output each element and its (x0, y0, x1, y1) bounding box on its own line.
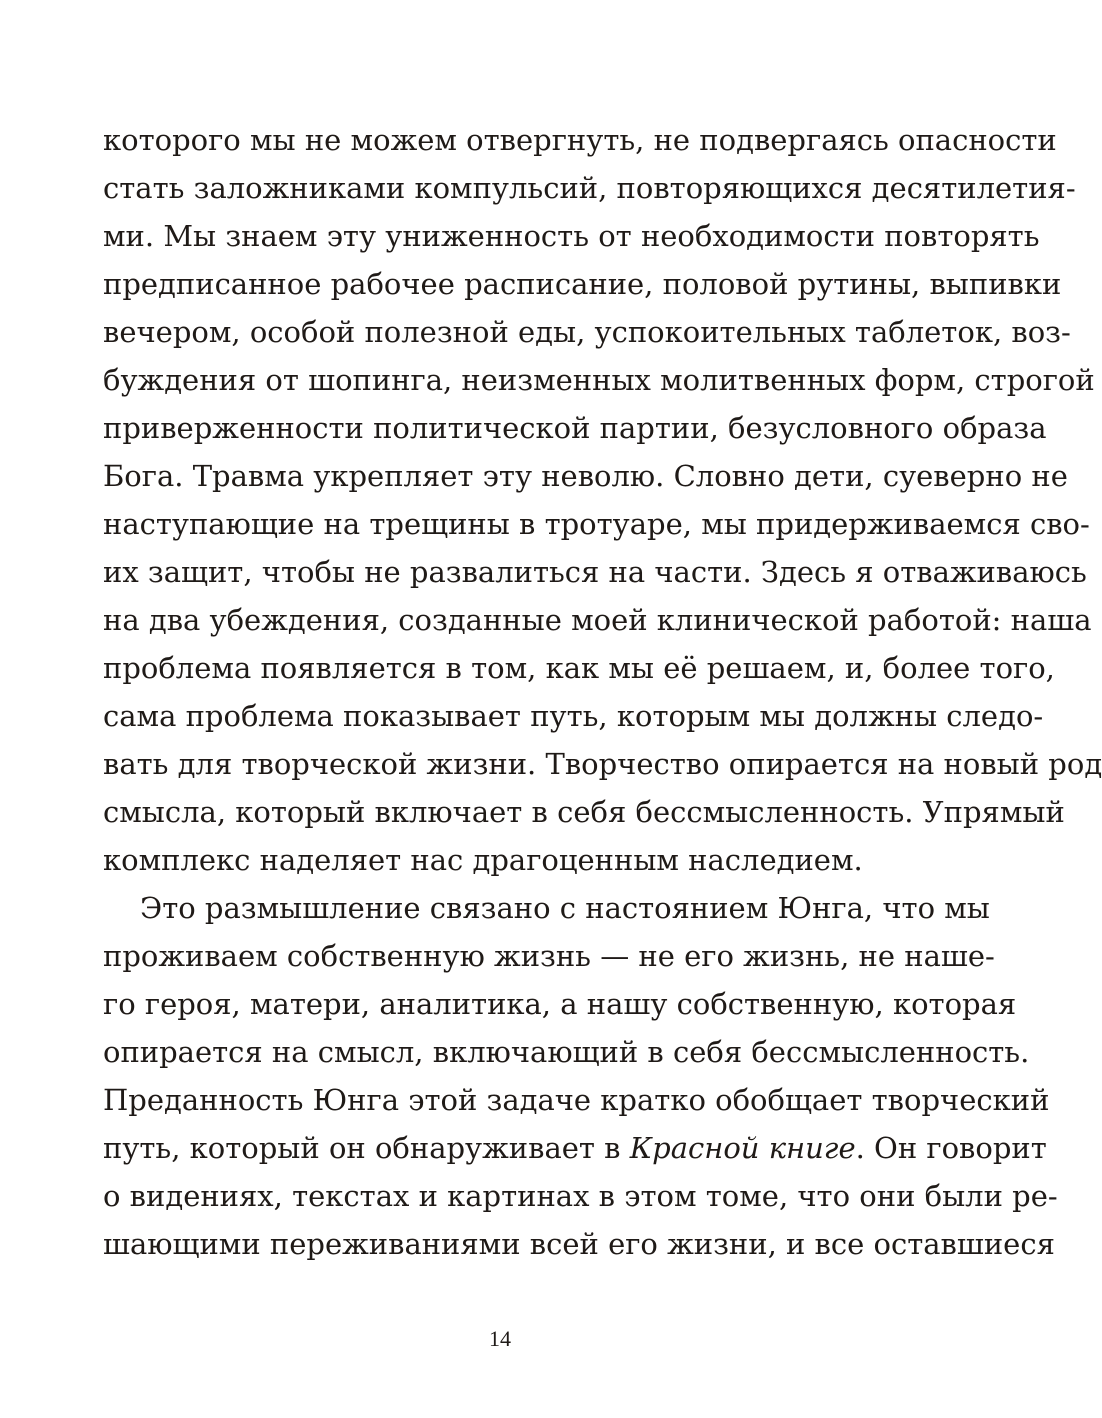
text-line: опирается на смысл, включающий в себя бессмысленность. (103, 1035, 1030, 1069)
text-segment: путь, который он обнаруживает в (103, 1131, 630, 1165)
text-line: о видениях, текстах и картинах в этом томе, что они были ре- (103, 1179, 1058, 1213)
text-line: Преданность Юнга этой задаче кратко обобщает творческий (103, 1083, 1050, 1117)
text-line: предписанное рабочее расписание, половой рутины, выпивки (103, 267, 1062, 301)
text-line: наступающие на трещины в тротуаре, мы придерживаемся сво- (103, 507, 1090, 541)
text-line: го героя, матери, аналитика, а нашу собственную, которая (103, 987, 1017, 1021)
text-line: приверженности политической партии, безусловного образа (103, 411, 1047, 445)
text-line: которого мы не можем отвергнуть, не подвергаясь опасности (103, 123, 1057, 157)
text-line: буждения от шопинга, неизменных молитвенных форм, строгой (103, 363, 1095, 397)
text-line: проживаем собственную жизнь — не его жизнь, не наше- (103, 939, 995, 973)
text-line-paragraph-start: Это размышление связано с настоянием Юнга, что мы (140, 891, 990, 925)
text-line: проблема появляется в том, как мы её решаем, и, более того, (103, 651, 1055, 685)
text-line: Бога. Травма укрепляет эту неволю. Словно дети, суеверно не (103, 459, 1068, 493)
text-line: их защит, чтобы не развалиться на части. Здесь я отваживаюсь (103, 555, 1087, 589)
text-line: вать для творческой жизни. Творчество опирается на новый род (103, 747, 1102, 781)
text-line: сама проблема показывает путь, которым мы должны следо- (103, 699, 1044, 733)
text-line: смысла, который включает в себя бессмысленность. Упрямый (103, 795, 1065, 829)
text-segment: . Он говорит (855, 1131, 1047, 1165)
text-line: шающими переживаниями всей его жизни, и все оставшиеся (103, 1227, 1055, 1261)
text-line-paragraph-end: комплекс наделяет нас драгоценным наследием. (103, 843, 863, 877)
text-line: на два убеждения, созданные моей клинической работой: наша (103, 603, 1092, 637)
book-title-italic: Красной книге (629, 1131, 856, 1165)
text-line: вечером, особой полезной еды, успокоительных таблеток, воз- (103, 315, 1071, 349)
text-line: стать заложниками компульсий, повторяющихся десятилетия- (103, 171, 1076, 205)
text-line: ми. Мы знаем эту униженность от необходимости повторять (103, 219, 1040, 253)
page-number: 14 (489, 1326, 511, 1351)
text-line (103, 1124, 1047, 1172)
